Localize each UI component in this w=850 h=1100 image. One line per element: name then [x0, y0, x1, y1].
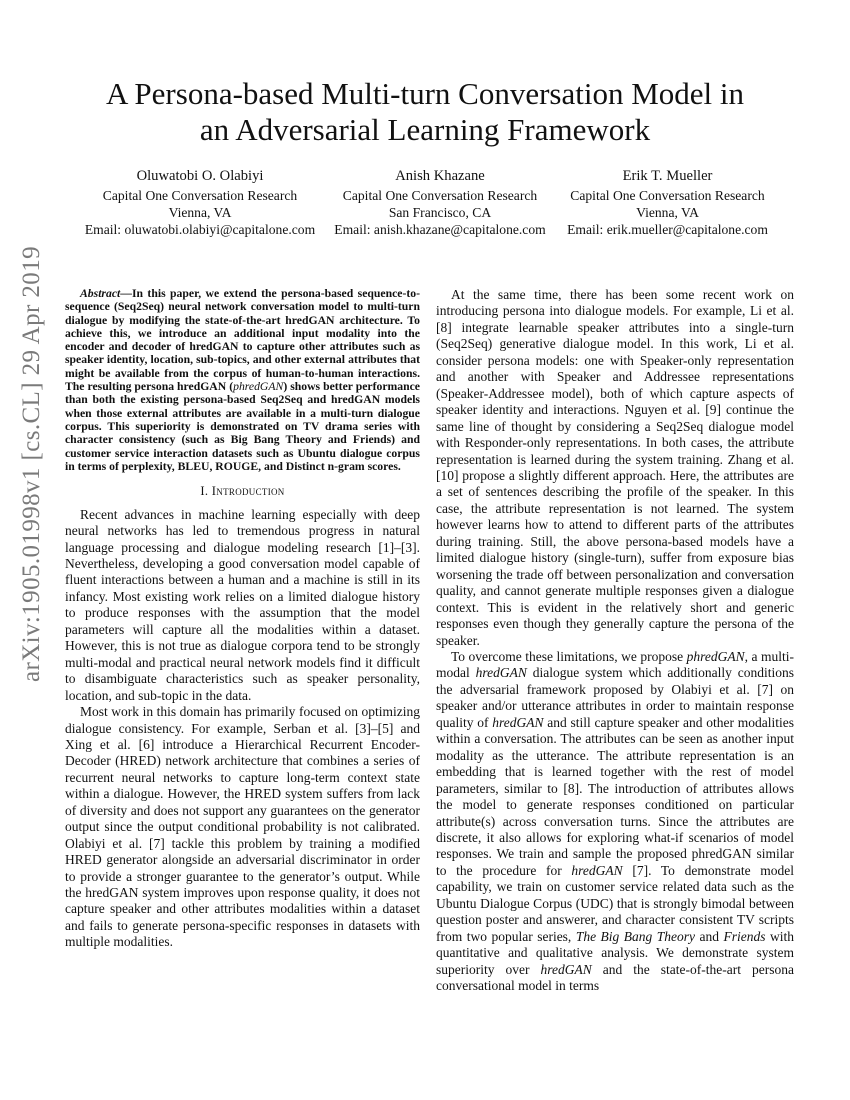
paper-title [60, 76, 790, 148]
section-title: Introduction [211, 484, 285, 499]
p2-text-d: and still capture speaker and other modalities within a conversation. The attributes can be seen as another input modality as the utterance. The attribute representation is an embedding that is learned together with the rest of model parameters, similar to [8]. The introduction of attributes allows the model to generate responses conditioned on particular attribute(s) across conversation turns. Since the attributes are discrete, it also allows for exploring what-if scenarios of model responses. We train and sample the proposed phredGAN similar to the procedure for [436, 714, 794, 878]
p2-italic-friends: Friends [723, 928, 766, 944]
right-column [436, 287, 794, 994]
left-column [65, 287, 420, 951]
author-name: Oluwatobi O. Olabiyi [136, 168, 264, 184]
p2-text-f: and [695, 928, 724, 944]
p2-math-hredgan-3: hredGAN [571, 862, 623, 878]
p2-math-phredgan: phredGAN [686, 648, 745, 664]
intro-paragraph-2: Most work in this domain has primarily focused on optimizing dialogue consistency. For example, Serban et al. [3]–[5] and Xing et al. [6] introduce a Hierarchical Recurrent Encoder-Decoder (HRED) network architecture that combines a series of recurrent neural networks to capture long-term context state within a dialogue. However, the HRED system suffers from lack of diversity and does not support any guarantees on the generator output since the output conditional probability is not calibrated. Olabiyi et al. [7] tackle this problem by training a modified HRED generator alongside an adversarial discriminator in order to provide a stronger guarantee to the generator’s output. While the hredGAN system improves upon response quality, it does not capture speaker and other attributes modalities within a dataset and fails to generate persona-specific responses in datasets with multiple modalities. [65, 704, 420, 950]
p2-text-a: To overcome these limitations, we propose [451, 648, 687, 664]
p2-text-g: with quantitative and qualitative analysis. We demonstrate system superiority over [436, 928, 795, 977]
p2-text-b: , a multi-modal [436, 648, 794, 681]
abstract-label: Abstract [80, 287, 121, 300]
author-email: Email: erik.mueller@capitalone.com [567, 222, 768, 237]
author-location: San Francisco, CA [388, 205, 492, 220]
section-heading-introduction [65, 483, 420, 499]
arxiv-identifier: arXiv:1905.01998v1 [cs.CL] 29 Apr 2019 [18, 246, 45, 682]
p2-math-hredgan-1: hredGAN [475, 665, 527, 681]
author-email: Email: oluwatobi.olabiyi@capitalone.com [84, 222, 316, 237]
abstract-text-1: In this paper, we extend the persona-based sequence-to-sequence (Seq2Seq) neural network conversation model to multi-turn dialogue by modifying the state-of-the-art hredGAN architecture. To achieve this, we introduce an additional input modality into the encoder and decoder of hredGAN to capture other attributes such as speaker identity, location, sub-topics, and other external attributes that might be available from the corpus of human-to-human interactions. The resulting persona hredGAN ( [65, 287, 420, 394]
author-affiliation: Capital One Conversation Research [342, 188, 538, 203]
abstract-math-phredgan: phredGAN [233, 380, 284, 394]
title-line-2: an Adversarial Learning Framework [199, 112, 651, 147]
author-1 [70, 168, 330, 238]
author-email: Email: anish.khazane@capitalone.com [334, 222, 546, 237]
right-paragraph-1: At the same time, there has been some recent work on introducing persona into dialogue models. For example, Li et al. [8] integrate learnable speaker attributes into a single-turn (Seq2Seq) generative dialogue model. In this work, Li et al. consider persona models: one with Speaker-only representation and another with Speaker and Addressee representations (Speaker-Addressee model), both of which capture aspects of speaker identity and interactions. Nguyen et al. [9] continue the same line of thought by considering a Seq2Seq dialogue model with Responder-only representations. In both cases, the attribute representation is learned during the system training. Zhang et al. [10] propose a slightly different approach. Here, the attributes are a set of sentences describing the profile of the speaker. In this case, the attribute representation is not learned. The system however learns how to attend to different parts of the attributes during training. Still, the above persona-based models have a limited dialogue history (single-turn), suffer from exposure bias worsening the trade off between personalization and conversation quality, and cannot generate multiple responses given a dialogue context. This is evident in the relatively short and generic responses even though they generally capture the persona of the speaker. [436, 287, 794, 648]
title-line-1: A Persona-based Multi-turn Conversation Model in [106, 76, 744, 111]
author-affiliation: Capital One Conversation Research [102, 188, 298, 203]
intro-paragraph-1: Recent advances in machine learning especially with deep neural networks has led to tremendous progress in natural language processing and dialogue modeling research [1]–[3]. Nevertheless, developing a good conversation model capable of fluent interactions between a human and a machine is still in its infancy. Most existing work relies on a limited dialogue history to produce responses with the assumption that the model parameters will capture all the modalities within a dataset. However, this is not true as dialogue corpora tend to be strongly multi-modal and practical neural network models find it difficult to disambiguate characteristics such as speaker personality, location, and sub-topic in the data. [65, 506, 420, 703]
author-2 [325, 168, 555, 238]
p2-text-c: dialogue system which additionally conditions the adversarial framework proposed by Olabiyi et al. [7] on speaker and/or utterance attributes in order to maintain response quality of [436, 665, 794, 730]
p2-math-hredgan-4: hredGAN [540, 961, 592, 977]
abstract [65, 287, 420, 473]
author-location: Vienna, VA [636, 205, 699, 220]
abstract-text-2: ) shows better performance than both the existing persona-based Seq2Seq and hredGAN models when those external attributes are available in a multi-turn dialogue corpus. This superiority is demonstrated on TV drama series with character consistency (such as Big Bang Theory and Friends) and customer service interaction datasets such as Ubuntu dialogue corpus in terms of perplexity, BLEU, ROUGE, and Distinct n-gram scores. [65, 380, 420, 473]
right-paragraph-2 [436, 649, 794, 995]
author-3 [560, 168, 775, 238]
author-name: Anish Khazane [395, 168, 485, 184]
author-location: Vienna, VA [168, 205, 232, 220]
p2-math-hredgan-2: hredGAN [492, 714, 544, 730]
author-affiliation: Capital One Conversation Research [570, 188, 765, 203]
abstract-dash: — [120, 287, 132, 300]
author-name: Erik T. Mueller [622, 168, 713, 184]
p2-italic-bbt: The Big Bang Theory [575, 928, 696, 944]
p2-text-e: [7]. To demonstrate model capability, we train on customer service related data such as the Ubuntu Dialogue Corpus (UDC) that is strongly bimodal between question poster and answerer, and character consistent TV scripts from two popular series, [436, 862, 794, 944]
p2-text-h: and the state-of-the-art persona conversational model in terms [436, 961, 794, 994]
section-number: I. [200, 484, 209, 499]
